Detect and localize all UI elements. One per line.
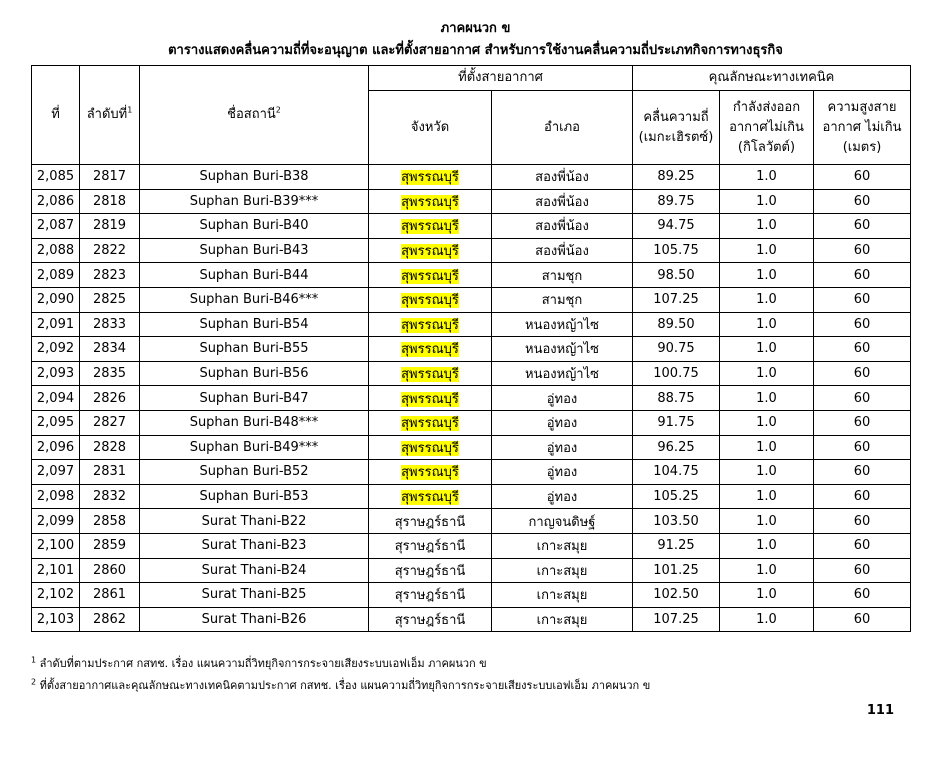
table-row xyxy=(32,460,911,485)
cell-height: 60 xyxy=(814,583,911,608)
cell-seq: 2825 xyxy=(80,287,140,312)
table-row xyxy=(32,509,911,534)
cell-no: 2,097 xyxy=(32,460,80,485)
cell-district: เกาะสมุย xyxy=(492,533,633,558)
cell-height: 60 xyxy=(814,435,911,460)
header-seq: ลำดับที่$^1$ xyxy=(80,66,140,165)
province-highlight: สุพรรณบุรี xyxy=(401,244,459,260)
cell-no: 2,094 xyxy=(32,386,80,411)
footnote-1: $^1$ ลำดับที่ตามประกาศ กสทช. เรื่อง แผนความถี่วิทยุกิจการกระจายเสียงระบบเอฟเอ็ม ภาคผนวก ข xyxy=(31,655,487,670)
cell-frequency: 104.75 xyxy=(633,460,720,485)
cell-no: 2,102 xyxy=(32,583,80,608)
cell-station: Suphan Buri-B53 xyxy=(140,484,369,509)
header-station: ชื่อสถานี$^2$ xyxy=(140,66,369,165)
page-number: 111 xyxy=(866,703,894,718)
header-frequency: คลื่นความถี่ (เมกะเฮิรตซ์) xyxy=(633,91,720,165)
cell-frequency: 98.50 xyxy=(633,263,720,288)
header-province: จังหวัด xyxy=(369,91,492,165)
cell-province xyxy=(369,263,492,288)
cell-no: 2,098 xyxy=(32,484,80,509)
cell-seq: 2860 xyxy=(80,558,140,583)
cell-power: 1.0 xyxy=(720,558,814,583)
cell-height: 60 xyxy=(814,607,911,632)
cell-no: 2,090 xyxy=(32,287,80,312)
cell-seq: 2818 xyxy=(80,189,140,214)
table-body xyxy=(32,165,911,632)
cell-frequency: 107.25 xyxy=(633,607,720,632)
header-height: ความสูงสายอากาศ ไม่เกิน (เมตร) xyxy=(814,91,911,165)
cell-height: 60 xyxy=(814,361,911,386)
table-row xyxy=(32,410,911,435)
cell-seq: 2828 xyxy=(80,435,140,460)
cell-station: Suphan Buri-B55 xyxy=(140,337,369,362)
cell-station: Suphan Buri-B49*** xyxy=(140,435,369,460)
cell-frequency: 107.25 xyxy=(633,287,720,312)
cell-district: หนองหญ้าไซ xyxy=(492,312,633,337)
header-power: กำลังส่งออกอากาศไม่เกิน (กิโลวัตต์) xyxy=(720,91,814,165)
cell-seq: 2817 xyxy=(80,165,140,190)
cell-power: 1.0 xyxy=(720,238,814,263)
cell-height: 60 xyxy=(814,410,911,435)
cell-no: 2,088 xyxy=(32,238,80,263)
cell-district: อู่ทอง xyxy=(492,410,633,435)
header-technical-group: คุณลักษณะทางเทคนิค xyxy=(633,66,911,91)
cell-power: 1.0 xyxy=(720,607,814,632)
cell-height: 60 xyxy=(814,214,911,239)
cell-frequency: 96.25 xyxy=(633,435,720,460)
cell-district: หนองหญ้าไซ xyxy=(492,361,633,386)
cell-district: อู่ทอง xyxy=(492,386,633,411)
cell-seq: 2827 xyxy=(80,410,140,435)
cell-height: 60 xyxy=(814,386,911,411)
cell-frequency: 91.25 xyxy=(633,533,720,558)
frequency-table xyxy=(31,65,911,632)
table-row xyxy=(32,165,911,190)
province-highlight: สุพรรณบุรี xyxy=(401,293,459,309)
table-row xyxy=(32,337,911,362)
cell-power: 1.0 xyxy=(720,533,814,558)
province-highlight: สุพรรณบุรี xyxy=(401,367,459,383)
cell-seq: 2834 xyxy=(80,337,140,362)
cell-height: 60 xyxy=(814,312,911,337)
cell-province: สุราษฎร์ธานี xyxy=(369,607,492,632)
cell-district: อู่ทอง xyxy=(492,435,633,460)
province-highlight: สุพรรณบุรี xyxy=(401,342,459,358)
cell-seq: 2835 xyxy=(80,361,140,386)
cell-station: Surat Thani-B24 xyxy=(140,558,369,583)
cell-frequency: 102.50 xyxy=(633,583,720,608)
province-highlight: สุพรรณบุรี xyxy=(401,170,459,186)
cell-height: 60 xyxy=(814,509,911,534)
province-highlight: สุพรรณบุรี xyxy=(401,268,459,284)
cell-province xyxy=(369,460,492,485)
cell-station: Suphan Buri-B43 xyxy=(140,238,369,263)
cell-seq: 2859 xyxy=(80,533,140,558)
cell-district: สองพี่น้อง xyxy=(492,165,633,190)
cell-station: Surat Thani-B22 xyxy=(140,509,369,534)
cell-district: สามชุก xyxy=(492,263,633,288)
cell-province xyxy=(369,214,492,239)
cell-station: Suphan Buri-B48*** xyxy=(140,410,369,435)
province-highlight: สุพรรณบุรี xyxy=(401,317,459,333)
cell-no: 2,087 xyxy=(32,214,80,239)
cell-height: 60 xyxy=(814,533,911,558)
cell-height: 60 xyxy=(814,189,911,214)
cell-seq: 2822 xyxy=(80,238,140,263)
cell-power: 1.0 xyxy=(720,189,814,214)
cell-power: 1.0 xyxy=(720,386,814,411)
province-highlight: สุพรรณบุรี xyxy=(401,391,459,407)
cell-power: 1.0 xyxy=(720,312,814,337)
cell-district: สามชุก xyxy=(492,287,633,312)
cell-district: กาญจนดิษฐ์ xyxy=(492,509,633,534)
table-row xyxy=(32,386,911,411)
cell-power: 1.0 xyxy=(720,214,814,239)
document-title: ภาคผนวก ข xyxy=(440,21,511,36)
cell-no: 2,096 xyxy=(32,435,80,460)
cell-district: สองพี่น้อง xyxy=(492,189,633,214)
cell-station: Suphan Buri-B56 xyxy=(140,361,369,386)
table-row xyxy=(32,312,911,337)
cell-seq: 2833 xyxy=(80,312,140,337)
cell-no: 2,103 xyxy=(32,607,80,632)
cell-no: 2,099 xyxy=(32,509,80,534)
table-row xyxy=(32,484,911,509)
cell-district: เกาะสมุย xyxy=(492,558,633,583)
cell-province xyxy=(369,337,492,362)
cell-station: Suphan Buri-B39*** xyxy=(140,189,369,214)
cell-district: อู่ทอง xyxy=(492,460,633,485)
cell-power: 1.0 xyxy=(720,287,814,312)
cell-no: 2,101 xyxy=(32,558,80,583)
header-location-group: ที่ตั้งสายอากาศ xyxy=(369,66,633,91)
table-row xyxy=(32,558,911,583)
table-row xyxy=(32,583,911,608)
cell-no: 2,086 xyxy=(32,189,80,214)
cell-seq: 2826 xyxy=(80,386,140,411)
cell-seq: 2861 xyxy=(80,583,140,608)
cell-power: 1.0 xyxy=(720,337,814,362)
cell-frequency: 94.75 xyxy=(633,214,720,239)
cell-seq: 2832 xyxy=(80,484,140,509)
cell-station: Surat Thani-B23 xyxy=(140,533,369,558)
table-row xyxy=(32,238,911,263)
province-highlight: สุพรรณบุรี xyxy=(401,440,459,456)
cell-province: สุราษฎร์ธานี xyxy=(369,583,492,608)
province-highlight: สุพรรณบุรี xyxy=(401,219,459,235)
cell-power: 1.0 xyxy=(720,583,814,608)
cell-no: 2,089 xyxy=(32,263,80,288)
cell-no: 2,085 xyxy=(32,165,80,190)
cell-seq: 2858 xyxy=(80,509,140,534)
cell-province: สุราษฎร์ธานี xyxy=(369,558,492,583)
cell-frequency: 89.50 xyxy=(633,312,720,337)
cell-no: 2,100 xyxy=(32,533,80,558)
header-district: อำเภอ xyxy=(492,91,633,165)
cell-station: Suphan Buri-B46*** xyxy=(140,287,369,312)
cell-power: 1.0 xyxy=(720,460,814,485)
cell-district: สองพี่น้อง xyxy=(492,214,633,239)
province-highlight: สุพรรณบุรี xyxy=(401,465,459,481)
cell-no: 2,095 xyxy=(32,410,80,435)
cell-province xyxy=(369,435,492,460)
cell-no: 2,092 xyxy=(32,337,80,362)
cell-frequency: 90.75 xyxy=(633,337,720,362)
cell-power: 1.0 xyxy=(720,165,814,190)
cell-seq: 2823 xyxy=(80,263,140,288)
cell-power: 1.0 xyxy=(720,484,814,509)
cell-seq: 2862 xyxy=(80,607,140,632)
table-row xyxy=(32,189,911,214)
cell-height: 60 xyxy=(814,484,911,509)
cell-province xyxy=(369,189,492,214)
cell-province xyxy=(369,287,492,312)
cell-district: เกาะสมุย xyxy=(492,583,633,608)
cell-station: Suphan Buri-B40 xyxy=(140,214,369,239)
cell-frequency: 105.25 xyxy=(633,484,720,509)
cell-height: 60 xyxy=(814,263,911,288)
cell-frequency: 103.50 xyxy=(633,509,720,534)
cell-district: สองพี่น้อง xyxy=(492,238,633,263)
cell-height: 60 xyxy=(814,558,911,583)
cell-frequency: 88.75 xyxy=(633,386,720,411)
cell-no: 2,093 xyxy=(32,361,80,386)
cell-province xyxy=(369,410,492,435)
cell-province: สุราษฎร์ธานี xyxy=(369,509,492,534)
footnote-2: $^2$ ที่ตั้งสายอากาศและคุณลักษณะทางเทคนิคตามประกาศ กสทช. เรื่อง แผนความถี่วิทยุกิจการกระจายเสียงระบบเอฟเอ็ม ภาคผนวก ข xyxy=(31,677,651,692)
cell-province xyxy=(369,238,492,263)
cell-power: 1.0 xyxy=(720,361,814,386)
table-row xyxy=(32,533,911,558)
cell-station: Surat Thani-B26 xyxy=(140,607,369,632)
cell-station: Suphan Buri-B54 xyxy=(140,312,369,337)
cell-power: 1.0 xyxy=(720,410,814,435)
table-caption: ตารางแสดงคลื่นความถี่ที่จะอนุญาต และที่ตั้งสายอากาศ สำหรับการใช้งานคลื่นความถี่ประเภทกิจการทางธุรกิจ xyxy=(168,43,783,58)
cell-height: 60 xyxy=(814,337,911,362)
cell-frequency: 101.25 xyxy=(633,558,720,583)
cell-frequency: 89.75 xyxy=(633,189,720,214)
cell-frequency: 100.75 xyxy=(633,361,720,386)
cell-frequency: 91.75 xyxy=(633,410,720,435)
table-row xyxy=(32,361,911,386)
cell-seq: 2831 xyxy=(80,460,140,485)
header-no: ที่ xyxy=(32,66,80,165)
table-row xyxy=(32,263,911,288)
cell-power: 1.0 xyxy=(720,435,814,460)
cell-frequency: 105.75 xyxy=(633,238,720,263)
cell-frequency: 89.25 xyxy=(633,165,720,190)
province-highlight: สุพรรณบุรี xyxy=(401,416,459,432)
cell-height: 60 xyxy=(814,460,911,485)
cell-station: Suphan Buri-B38 xyxy=(140,165,369,190)
cell-province xyxy=(369,312,492,337)
table-row xyxy=(32,287,911,312)
cell-station: Suphan Buri-B44 xyxy=(140,263,369,288)
cell-province xyxy=(369,484,492,509)
cell-station: Suphan Buri-B52 xyxy=(140,460,369,485)
cell-height: 60 xyxy=(814,287,911,312)
province-highlight: สุพรรณบุรี xyxy=(401,194,459,210)
cell-power: 1.0 xyxy=(720,509,814,534)
cell-seq: 2819 xyxy=(80,214,140,239)
table-row xyxy=(32,607,911,632)
table-row xyxy=(32,214,911,239)
cell-district: เกาะสมุย xyxy=(492,607,633,632)
cell-height: 60 xyxy=(814,165,911,190)
cell-district: อู่ทอง xyxy=(492,484,633,509)
cell-station: Surat Thani-B25 xyxy=(140,583,369,608)
cell-district: หนองหญ้าไซ xyxy=(492,337,633,362)
cell-province xyxy=(369,361,492,386)
province-highlight: สุพรรณบุรี xyxy=(401,490,459,506)
cell-height: 60 xyxy=(814,238,911,263)
cell-province: สุราษฎร์ธานี xyxy=(369,533,492,558)
cell-province xyxy=(369,165,492,190)
cell-power: 1.0 xyxy=(720,263,814,288)
cell-province xyxy=(369,386,492,411)
cell-station: Suphan Buri-B47 xyxy=(140,386,369,411)
table-row xyxy=(32,435,911,460)
cell-no: 2,091 xyxy=(32,312,80,337)
